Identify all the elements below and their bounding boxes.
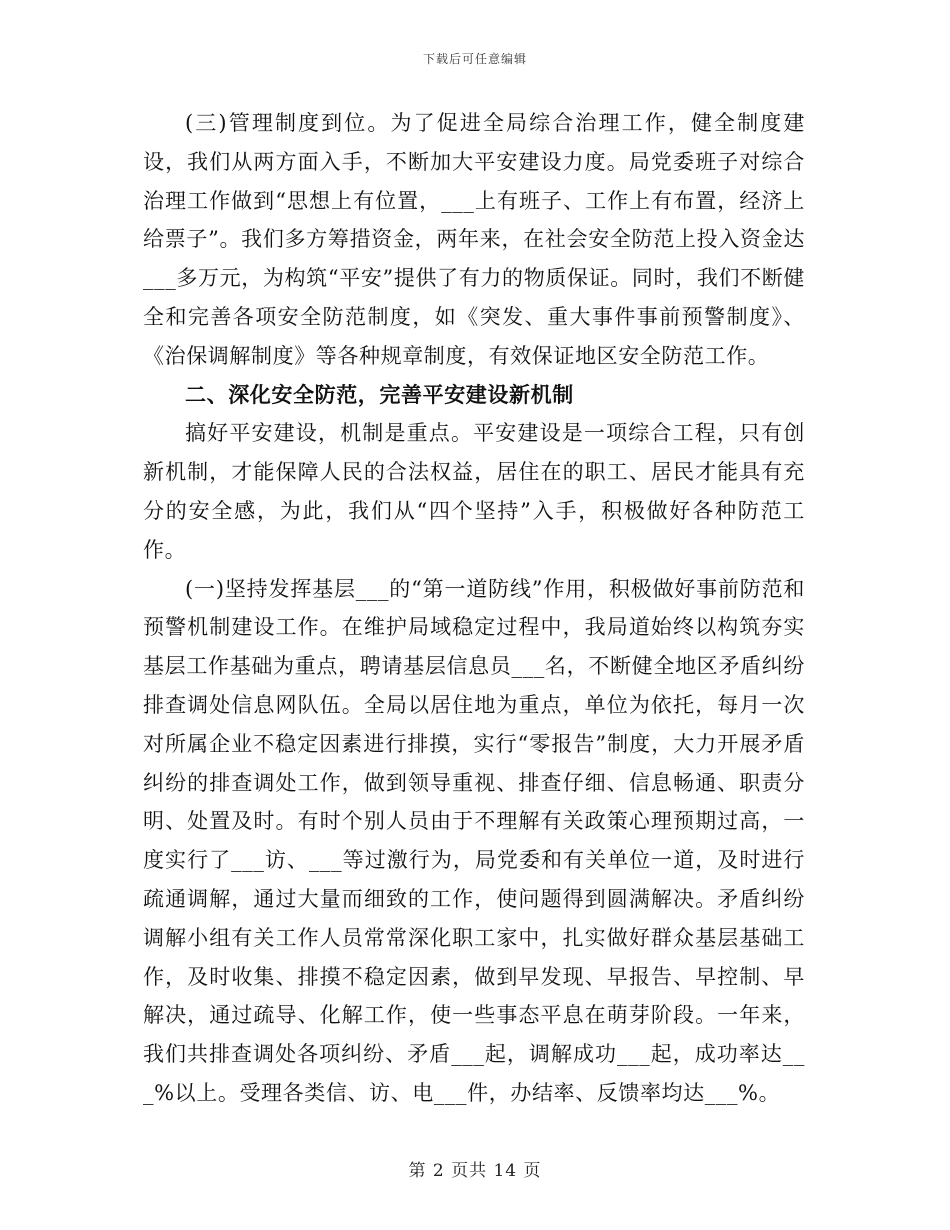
page-number-footer: 第 2 页共 14 页 [408, 1161, 542, 1181]
document-body [143, 104, 805, 1113]
paragraph-mechanism: 搞好平安建设，机制是重点。平安建设是一项综合工程，只有创新机制，才能保障人民的合法权益，居住在的职工、居民才能具有充分的安全感，为此，我们从“四个坚持”入手，积极做好各种防范工作。 [143, 421, 805, 562]
page-header: 下载后可任意编辑 [422, 52, 527, 66]
paragraph-grassroots-defense: (一)坚持发挥基层___的“第一道防线”作用，积极做好事前防范和预警机制建设工作。在维护局域稳定过程中，我局道始终以构筑夯实基层工作基础为重点，聘请基层信息员___名，不断健全地区矛盾纠纷排查调处信息网队伍。全局以居住地为重点，单位为依托，每月一次对所属企业不稳定因素进行排摸，实行“零报告”制度，大力开展矛盾纠纷的排查调处工作，做到领导重视、排查仔细、信息畅通、职责分明、处置及时。有时个别人员由于不理解有关政策心理预期过高，一度实行了___访、___等过激行为，局党委和有关单位一道，及时进行疏通调解，通过大量而细致的工作，使问题得到圆满解决。矛盾纠纷调解小组有关工作人员常常深化职工家中，扎实做好群众基层基础工作，及时收集、排摸不稳定因素，做到早发现、早报告、早控制、早解决，通过疏导、化解工作，使一些事态平息在萌芽阶段。一年来，我们共排查调处各项纠纷、矛盾___起，调解成功___起，成功率达___%以上。受理各类信、访、电___件，办结率、反馈率均达___%。 [143, 576, 805, 1105]
paragraph-management-system: (三)管理制度到位。为了促进全局综合治理工作，健全制度建设，我们从两方面入手，不断加大平安建设力度。局党委班子对综合治理工作做到“思想上有位置，___上有班子、工作上有布置，经济上给票子”。我们多方筹措资金，两年来，在社会安全防范上投入资金达___多万元，为构筑“平安”提供了有力的物质保证。同时，我们不断健全和完善各项安全防范制度，如《突发、重大事件事前预警制度》、《治保调解制度》等各种规章制度，有效保证地区安全防范工作。 [143, 111, 805, 368]
section-heading: 二、深化安全防范，完善平安建设新机制 [185, 381, 574, 407]
